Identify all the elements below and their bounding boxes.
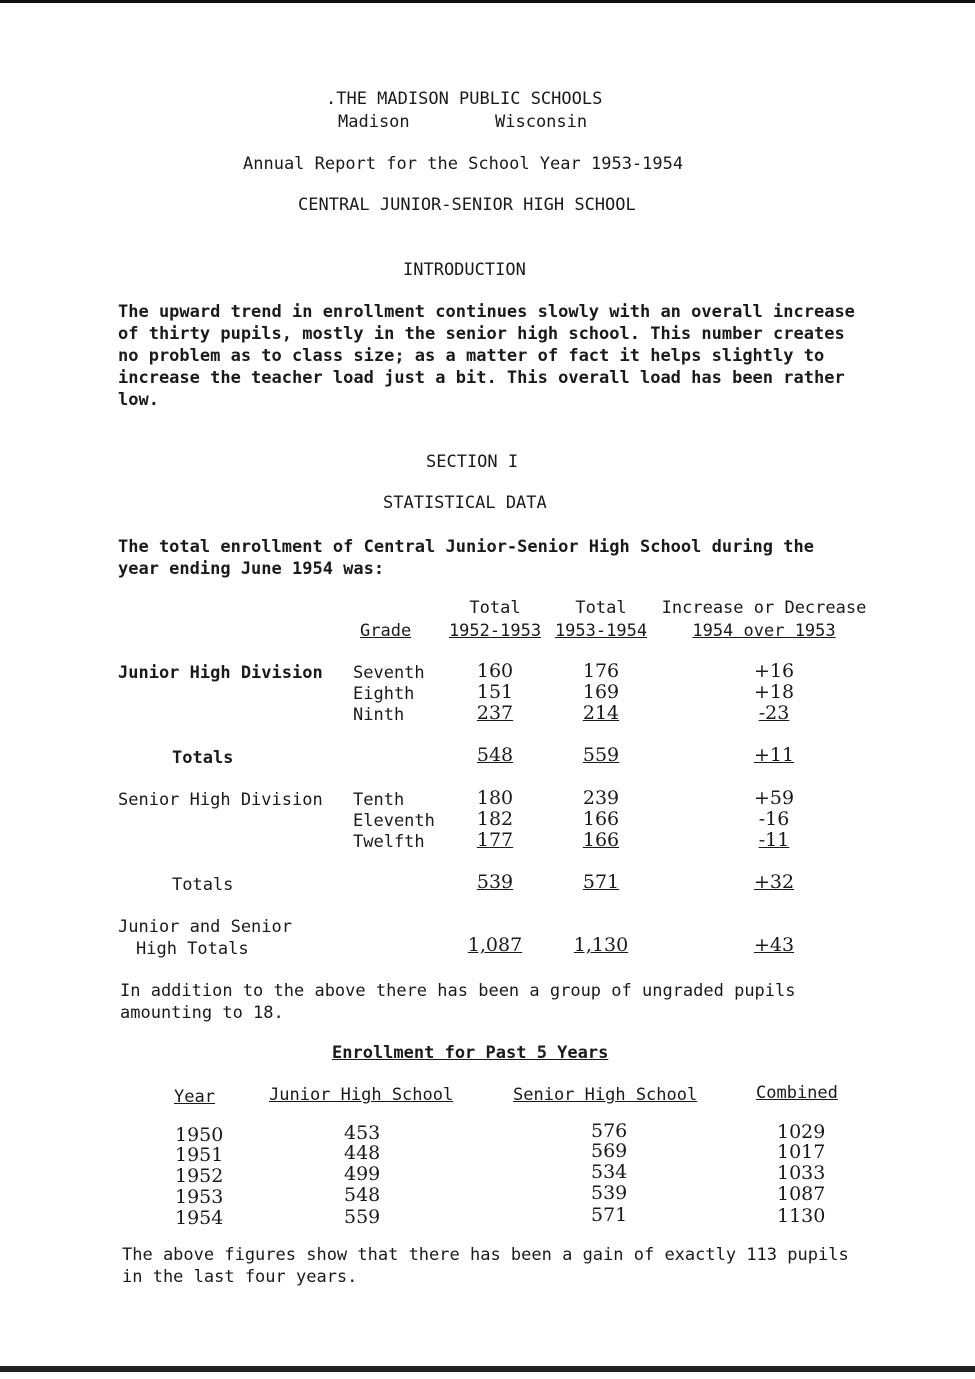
grade-label: Tenth — [353, 790, 405, 810]
district-name: .THE MADISON PUBLIC SCHOOLS — [326, 89, 603, 109]
col-head-year-a: 1952-1953 — [448, 621, 542, 641]
ungraded-paragraph — [120, 980, 900, 1024]
intro-line: low. — [118, 390, 159, 410]
ungraded-line: amounting to 18. — [120, 1003, 284, 1023]
col-head-grade: Grade — [360, 621, 412, 641]
value-1953-1954: 166 — [582, 829, 620, 851]
five-year-cell-year: 1954 — [175, 1207, 224, 1229]
value-change: -16 — [758, 808, 790, 830]
grade-label: Ninth — [353, 705, 405, 725]
senior-division-label: Senior High Division — [118, 790, 323, 810]
top-border — [0, 0, 975, 3]
five-year-title: Enrollment for Past 5 Years — [332, 1043, 609, 1063]
value-1952-1953: 177 — [476, 829, 514, 851]
five-year-cell-junior: 559 — [344, 1206, 381, 1228]
closing-paragraph — [122, 1244, 902, 1288]
section-subheading: STATISTICAL DATA — [383, 493, 547, 513]
grade-label: Eleventh — [353, 811, 435, 831]
grade-label: Seventh — [353, 663, 425, 683]
intro-line: increase the teacher load just a bit. This overall load has been rather — [118, 368, 845, 388]
closing-line: The above figures show that there has been a gain of exactly 113 pupils — [122, 1245, 849, 1265]
value-change: -11 — [758, 829, 790, 851]
combined-label-line1: Junior and Senior — [118, 917, 292, 937]
grade-label: Eighth — [353, 684, 415, 704]
five-year-cell-senior: 571 — [591, 1204, 628, 1226]
value-1952-1953: 182 — [476, 808, 514, 830]
five-year-cell-year: 1951 — [175, 1144, 224, 1166]
value-1952-1953: 160 — [476, 660, 514, 682]
five-year-cell-combined: 1033 — [777, 1162, 826, 1184]
intro-paragraph — [118, 301, 898, 411]
five-year-head-combined: Combined — [756, 1083, 838, 1103]
five-year-cell-combined: 1130 — [777, 1205, 826, 1227]
junior-total-1952-1953: 548 — [476, 744, 514, 766]
value-1953-1954: 166 — [582, 808, 620, 830]
value-1952-1953: 180 — [476, 787, 514, 809]
senior-total-change: +32 — [753, 871, 795, 893]
col-head-change: Increase or Decrease — [661, 598, 867, 618]
ungraded-line: In addition to the above there has been a group of ungraded pupils — [120, 981, 796, 1001]
report-title: Annual Report for the School Year 1953-1954 — [243, 154, 684, 174]
five-year-cell-senior: 539 — [591, 1182, 628, 1204]
intro-heading: INTRODUCTION — [403, 260, 526, 280]
value-1953-1954: 214 — [582, 702, 620, 724]
col-head-year-b: 1953-1954 — [554, 621, 648, 641]
five-year-cell-junior: 499 — [344, 1163, 381, 1185]
five-year-cell-senior: 576 — [591, 1120, 628, 1142]
junior-division-label: Junior High Division — [118, 663, 323, 683]
value-1952-1953: 151 — [476, 681, 514, 703]
intro-line: of thirty pupils, mostly in the senior high school. This number creates — [118, 324, 845, 344]
five-year-cell-year: 1950 — [175, 1124, 224, 1146]
col-head-total-b: Total — [575, 598, 627, 618]
junior-total-change: +11 — [753, 744, 795, 766]
value-change: +16 — [753, 660, 795, 682]
grade-label: Twelfth — [353, 832, 425, 852]
col-head-change-sub: 1954 over 1953 — [692, 621, 836, 641]
section-intro — [118, 536, 898, 580]
five-year-head-year: Year — [174, 1087, 215, 1107]
senior-totals-label: Totals — [172, 875, 234, 895]
five-year-cell-junior: 548 — [344, 1184, 381, 1206]
closing-line: in the last four years. — [122, 1267, 358, 1287]
col-head-total-a: Total — [469, 598, 521, 618]
value-1953-1954: 169 — [582, 681, 620, 703]
section-heading: SECTION I — [426, 452, 519, 472]
five-year-cell-combined: 1029 — [777, 1121, 826, 1143]
value-change: +59 — [753, 787, 795, 809]
state: Wisconsin — [495, 112, 588, 132]
value-change: +18 — [753, 681, 795, 703]
value-1953-1954: 239 — [582, 787, 620, 809]
five-year-cell-year: 1953 — [175, 1186, 224, 1208]
senior-total-1952-1953: 539 — [476, 871, 514, 893]
five-year-cell-senior: 534 — [591, 1161, 628, 1183]
junior-total-1953-1954: 559 — [582, 744, 620, 766]
school-name: CENTRAL JUNIOR-SENIOR HIGH SCHOOL — [298, 195, 636, 215]
combined-change: +43 — [753, 934, 795, 956]
five-year-cell-junior: 453 — [344, 1122, 381, 1144]
section-intro-line: year ending June 1954 was: — [118, 559, 385, 579]
five-year-cell-year: 1952 — [175, 1165, 224, 1187]
five-year-head-junior: Junior High School — [269, 1085, 454, 1105]
intro-line: no problem as to class size; as a matter of fact it helps slightly to — [118, 346, 825, 366]
city: Madison — [338, 112, 410, 132]
value-1953-1954: 176 — [582, 660, 620, 682]
five-year-cell-combined: 1017 — [777, 1141, 826, 1163]
combined-1952-1953: 1,087 — [467, 934, 523, 956]
value-change: -23 — [758, 702, 790, 724]
section-intro-line: The total enrollment of Central Junior-Senior High School during the — [118, 537, 814, 557]
five-year-cell-junior: 448 — [344, 1142, 381, 1164]
combined-label-line2: High Totals — [136, 939, 249, 959]
senior-total-1953-1954: 571 — [582, 871, 620, 893]
junior-totals-label: Totals — [172, 748, 234, 768]
combined-1953-1954: 1,130 — [573, 934, 629, 956]
intro-line: The upward trend in enrollment continues slowly with an overall increase — [118, 302, 855, 322]
value-1952-1953: 237 — [476, 702, 514, 724]
five-year-cell-senior: 569 — [591, 1140, 628, 1162]
bottom-border — [0, 1366, 975, 1372]
five-year-cell-combined: 1087 — [777, 1183, 826, 1205]
five-year-head-senior: Senior High School — [513, 1085, 698, 1105]
